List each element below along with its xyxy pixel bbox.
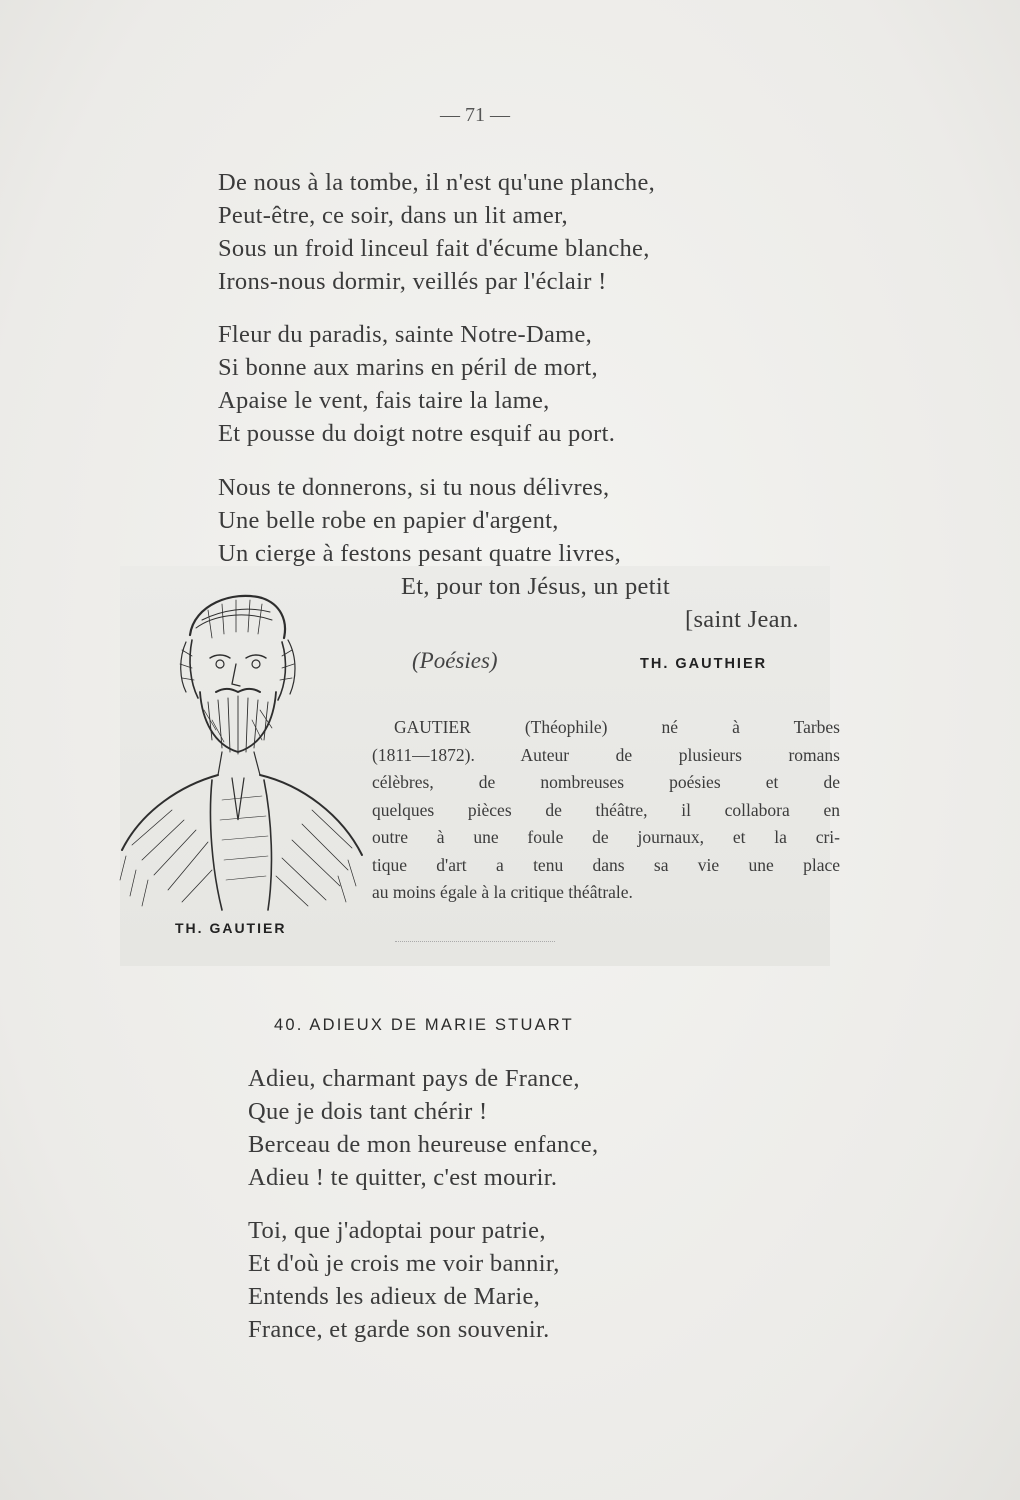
verse-line: Entends les adieux de Marie,	[248, 1283, 541, 1310]
verse-line: Apaise le vent, fais taire la lame,	[218, 387, 550, 414]
poem1-stanza-1	[218, 166, 655, 298]
biography-text	[372, 714, 840, 907]
bio-line: tique d'art a tenu dans sa vie une place	[372, 854, 840, 875]
bio-line: quelques pièces de théâtre, il collabora en	[372, 799, 840, 820]
bio-line: outre à une foule de journaux, et la cri-	[372, 827, 840, 847]
verse-line: Et d'où je crois me voir bannir,	[248, 1250, 560, 1277]
poem2-stanza-2	[248, 1214, 560, 1346]
poem1-stanza-2	[218, 318, 615, 450]
verse-line: Toi, que j'adoptai pour patrie,	[248, 1217, 546, 1244]
verse-line: Et pousse du doigt notre esquif au port.	[218, 420, 616, 447]
decorative-rule	[395, 941, 555, 942]
verse-line: Une belle robe en papier d'argent,	[218, 507, 559, 534]
verse-line: Un cierge à festons pesant quatre livres,	[218, 540, 622, 567]
verse-line: Berceau de mon heureuse enfance,	[248, 1131, 599, 1158]
verse-line: Peut-être, ce soir, dans un lit amer,	[218, 202, 568, 229]
bio-line: au moins égale à la critique théâtrale.	[372, 882, 633, 902]
bio-line: célèbres, de nombreuses poésies et de	[372, 772, 840, 792]
portrait-caption: TH. GAUTIER	[175, 920, 287, 936]
page-number: — 71 —	[440, 104, 510, 126]
portrait-engraving	[112, 580, 372, 920]
verse-line: Fleur du paradis, sainte Notre-Dame,	[218, 321, 593, 348]
verse-line: Irons-nous dormir, veillés par l'éclair !	[218, 268, 607, 295]
verse-line: Si bonne aux marins en péril de mort,	[218, 354, 598, 381]
bio-line: (1811—1872). Auteur de plusieurs romans	[372, 744, 840, 765]
poem-signature: TH. GAUTHIER	[640, 656, 768, 672]
verse-line: Et, pour ton Jésus, un petit	[401, 573, 671, 600]
verse-line: Nous te donnerons, si tu nous délivres,	[218, 474, 610, 501]
verse-line: Sous un froid linceul fait d'écume blanche,	[218, 235, 650, 262]
poem-title: 40. ADIEUX DE MARIE STUART	[274, 1016, 574, 1034]
verse-line: Adieu, charmant pays de France,	[248, 1065, 580, 1092]
verse-line: Adieu ! te quitter, c'est mourir.	[248, 1164, 558, 1191]
bio-line: GAUTIER (Théophile) né à Tarbes	[394, 717, 840, 737]
poem-source: (Poésies)	[412, 648, 498, 673]
verse-line: Que je dois tant chérir !	[248, 1098, 488, 1125]
verse-line-continuation: [saint Jean.	[685, 606, 799, 633]
verse-line: De nous à la tombe, il n'est qu'une planche,	[218, 169, 656, 196]
poem2-stanza-1	[248, 1062, 598, 1194]
verse-line: France, et garde son souvenir.	[248, 1316, 550, 1343]
